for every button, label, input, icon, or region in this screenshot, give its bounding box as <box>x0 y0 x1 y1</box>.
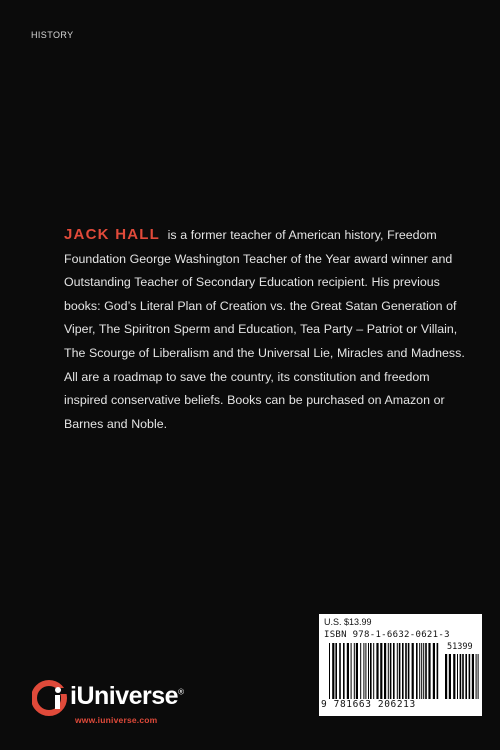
author-name: JACK HALL <box>64 226 160 243</box>
barcode-bar <box>373 643 374 699</box>
barcode-bar <box>453 654 455 699</box>
barcode-bar <box>437 643 439 699</box>
barcode-bar <box>399 643 401 699</box>
barcode-bar <box>425 643 427 699</box>
barcode-bar <box>412 643 414 699</box>
barcode-bar <box>335 643 337 699</box>
barcode-bar <box>476 654 477 699</box>
barcode-bar <box>393 643 395 699</box>
price-addon-digits: 51399 <box>447 642 473 652</box>
barcode-bar <box>339 643 341 699</box>
barcode-bar <box>469 654 471 699</box>
barcode-bar <box>380 643 382 699</box>
barcode-bar <box>332 643 334 699</box>
barcode-bar <box>408 643 410 699</box>
barcode-bar <box>405 643 407 699</box>
price-label: U.S. $13.99 <box>324 617 372 627</box>
barcode-bar <box>360 643 361 699</box>
barcode-bar <box>433 643 435 699</box>
barcode-bar <box>376 643 378 699</box>
ean-digits: 9 781663 206213 <box>321 699 416 710</box>
barcode-bar <box>384 643 386 699</box>
bio-text: is a former teacher of American history, Freedom Foundation George Washington Teacher of the Year award winner and Outstanding Teacher of Secondary Education recipient. His previous books: God’s Literal Plan of Creation vs. the Great Satan Generation of Viper, The Spiritron Sperm and Education, Tea Party – Patriot or Villain, The Scourge of Liberalism and the Universal Lie, Miracles and Madness. All are a roadmap to save the country, its constitution and freedom inspired conservative beliefs. Books can be purchased on Amazon or Barnes and Noble. <box>64 228 465 431</box>
barcode-bar <box>390 643 392 699</box>
barcode-bar <box>397 643 398 699</box>
publisher-name: iUniverse® <box>70 682 184 710</box>
barcode-bar <box>356 643 358 699</box>
barcode-bar <box>445 654 447 699</box>
barcode-bar <box>351 643 352 699</box>
category-label: HISTORY <box>31 30 74 40</box>
barcode-bar <box>370 643 372 699</box>
addon-barcode <box>445 654 479 699</box>
barcode-bar <box>329 643 330 699</box>
publisher-url: www.iuniverse.com <box>75 715 158 725</box>
barcode-bar <box>421 643 422 699</box>
barcode-bar <box>428 643 430 699</box>
barcode-bar <box>419 643 420 699</box>
publisher-logo <box>32 680 202 725</box>
barcode-bar <box>423 643 424 699</box>
barcode-bar <box>343 643 345 699</box>
barcode-bar <box>465 654 467 699</box>
barcode-bar <box>388 643 389 699</box>
barcode-bar <box>368 643 369 699</box>
barcode-bar <box>354 643 355 699</box>
barcode-bar <box>449 654 451 699</box>
barcode-bar <box>472 654 474 699</box>
barcode-bar <box>416 643 418 699</box>
ean-barcode <box>329 643 441 699</box>
barcode-bar <box>478 654 479 699</box>
barcode-bar <box>347 643 349 699</box>
barcode-panel <box>319 614 482 716</box>
barcode-bar <box>460 654 462 699</box>
barcode-bar <box>363 643 364 699</box>
barcode-bar <box>462 654 464 699</box>
iuniverse-logo-icon <box>32 680 72 716</box>
author-bio <box>64 223 472 436</box>
barcode-bar <box>365 643 366 699</box>
isbn-label: ISBN 978-1-6632-0621-3 <box>324 630 450 640</box>
barcode-bar <box>402 643 404 699</box>
barcode-bar <box>457 654 458 699</box>
